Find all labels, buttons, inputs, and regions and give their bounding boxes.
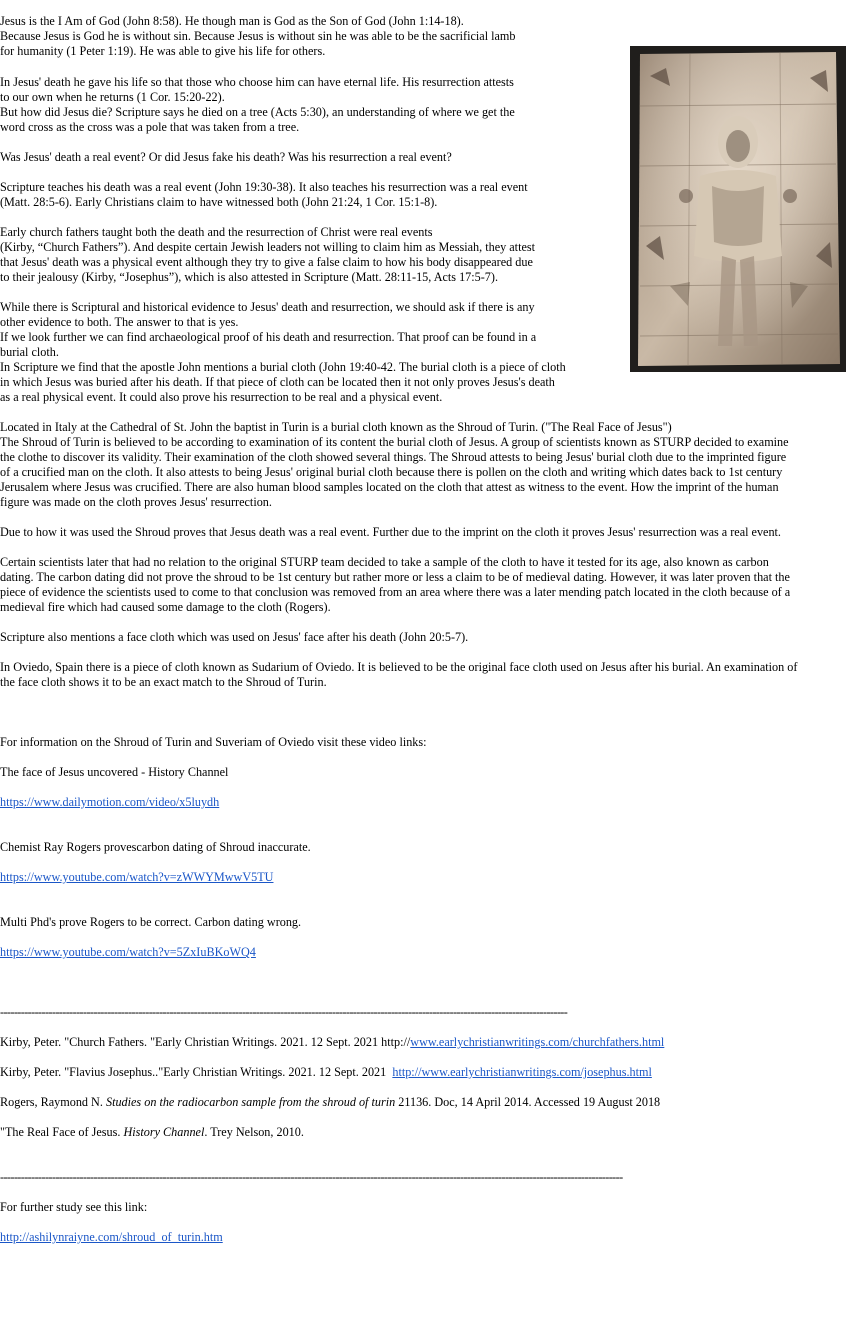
shroud-line: medieval fire which had caused some damage to the cloth (Rogers). [0,600,331,614]
intro-line: for humanity (1 Peter 1:19). He was able to give his life for others. [0,44,326,58]
reference-entry [0,1035,664,1050]
divider: -------------------------------------------------------------------------------------------------------------------------------------------------------------------- [0,1005,568,1019]
reference-author: Rogers, Raymond N. [0,1095,106,1109]
reference-entry [0,1095,660,1110]
further-study-label: For further study see this link: [0,1200,148,1214]
reference-link[interactable]: www.earlychristianwritings.com/churchfathers.html [410,1035,665,1049]
reference-text: "The Real Face of Jesus. [0,1125,124,1139]
shroud-line: Jerusalem where Jesus was crucified. There are also human blood samples located on the cloth that attest as witness to the event. How the imprint of the human [0,480,779,494]
divider: ------------------------------------------------------------------------------------------------------------------------------------------------------------------------------------ [0,1170,623,1184]
shroud-of-turin-photo [630,46,846,372]
intro-line: Was Jesus' death a real event? Or did Jesus fake his death? Was his resurrection a real event? [0,150,452,164]
video-title: The face of Jesus uncovered - History Channel [0,765,229,779]
shroud-line: the clothe to discover its validity. Their examination of the cloth showed several things. The Shroud attests to being Jesus' burial cloth due to the imprinted figure [0,450,787,464]
intro-line: In Jesus' death he gave his life so that those who choose him can have eternal life. His resurrection attests [0,75,514,89]
intro-line: While there is Scriptural and historical evidence to Jesus' death and resurrection, we should ask if there is any [0,300,535,314]
video-link[interactable]: https://www.youtube.com/watch?v=5ZxIuBKoWQ4 [0,945,256,959]
further-study-link[interactable]: http://ashilynraiyne.com/shroud_of_turin.htm [0,1230,223,1244]
reference-text: . Trey Nelson, 2010. [204,1125,304,1139]
video-title: Chemist Ray Rogers provescarbon dating of Shroud inaccurate. [0,840,311,854]
intro-line: Scripture teaches his death was a real event (John 19:30-38). It also teaches his resurrection was a real event [0,180,528,194]
intro-line: other evidence to both. The answer to that is yes. [0,315,239,329]
intro-line: as a real physical event. It could also prove his resurrection to be real and a physical event. [0,390,443,404]
shroud-line: The Shroud of Turin is believed to be according to examination of its content the burial cloth of Jesus. A group of scientists known as STURP decided to examine [0,435,789,449]
intro-line: Early church fathers taught both the death and the resurrection of Christ were real events [0,225,433,239]
shroud-line: figure was made on the cloth proves Jesus' resurrection. [0,495,272,509]
videos-intro: For information on the Shroud of Turin and Suveriam of Oviedo visit these video links: [0,735,427,749]
intro-line: In Scripture we find that the apostle John mentions a burial cloth (John 19:40-42. The burial cloth is a piece of cloth [0,360,566,374]
intro-line: to their jealousy (Kirby, “Josephus”), which is also attested in Scripture (Matt. 28:11-15, Acts 17:5-7). [0,270,499,284]
intro-line: in which Jesus was buried after his death. If that piece of cloth can be located then it not only proves Jesus's death [0,375,555,389]
shroud-line: of a crucified man on the cloth. It also attests to being Jesus' original burial cloth because there is pollen on the cloth and writing which dates back to 1st century [0,465,783,479]
intro-line: (Matt. 28:5-6). Early Christians claim to have witnessed both (John 21:24, 1 Cor. 15:1-8). [0,195,438,209]
intro-line: word cross as the cross was a pole that was taken from a tree. [0,120,300,134]
intro-line: that Jesus' death was a physical event although they try to give a false claim to how his body disappeared due [0,255,533,269]
shroud-line: dating. The carbon dating did not prove the shroud to be 1st century but rather more or less a claim to be of medieval dating. However, it was later proven that the [0,570,790,584]
shroud-line: the face cloth shows it to be an exact match to the Shroud of Turin. [0,675,327,689]
intro-line: Jesus is the I Am of God (John 8:58). He though man is God as the Son of God (John 1:14-18). [0,14,464,28]
reference-title: History Channel [123,1125,205,1139]
shroud-line: Due to how it was used the Shroud proves that Jesus death was a real event. Further due to the imprint on the cloth it proves Jesus' resurrection was a real event. [0,525,781,539]
intro-line: But how did Jesus die? Scripture says he died on a tree (Acts 5:30), an understanding of where we get the [0,105,515,119]
shroud-line: In Oviedo, Spain there is a piece of cloth known as Sudarium of Oviedo. It is believed to be the original face cloth used on Jesus after his burial. An examination of [0,660,798,674]
reference-link[interactable]: http://www.earlychristianwritings.com/josephus.html [392,1065,652,1079]
intro-line: burial cloth. [0,345,59,359]
shroud-line: Certain scientists later that had no relation to the original STURP team decided to take a sample of the cloth to have it tested for its age, also known as carbon [0,555,769,569]
video-link[interactable]: https://www.dailymotion.com/video/x5luydh [0,795,220,809]
reference-entry [0,1125,304,1140]
intro-line: to our own when he returns (1 Cor. 15:20-22). [0,90,225,104]
intro-line: If we look further we can find archaeological proof of his death and resurrection. That proof can be found in a [0,330,537,344]
reference-text: 21136. Doc, 14 April 2014. Accessed 19 August 2018 [395,1095,661,1109]
reference-title: Studies on the radiocarbon sample from the shroud of turin [105,1095,396,1109]
reference-entry [0,1065,652,1080]
intro-line: (Kirby, “Church Fathers”). And despite certain Jewish leaders not willing to claim him as Messiah, they attest [0,240,535,254]
video-link[interactable]: https://www.youtube.com/watch?v=zWWYMwwV5TU [0,870,274,884]
shroud-image [630,46,846,372]
shroud-line: Scripture also mentions a face cloth which was used on Jesus' face after his death (John 20:5-7). [0,630,469,644]
reference-text: Kirby, Peter. "Church Fathers. "Early Christian Writings. 2021. 12 Sept. 2021 http:// [0,1035,411,1049]
shroud-line: Located in Italy at the Cathedral of St. John the baptist in Turin is a burial cloth known as the Shroud of Turin. ("The Real Face of Jesus") [0,420,672,434]
video-title: Multi Phd's prove Rogers to be correct. Carbon dating wrong. [0,915,302,929]
shroud-line: piece of evidence the scientists used to come to that conclusion was removed from an area where there was a later mending patch located in the cloth because of a [0,585,791,599]
reference-text: Kirby, Peter. "Flavius Josephus.."Early Christian Writings. 2021. 12 Sept. 2021 [0,1065,393,1079]
intro-line: Because Jesus is God he is without sin. Because Jesus is without sin he was able to be the sacrificial lamb [0,29,516,43]
